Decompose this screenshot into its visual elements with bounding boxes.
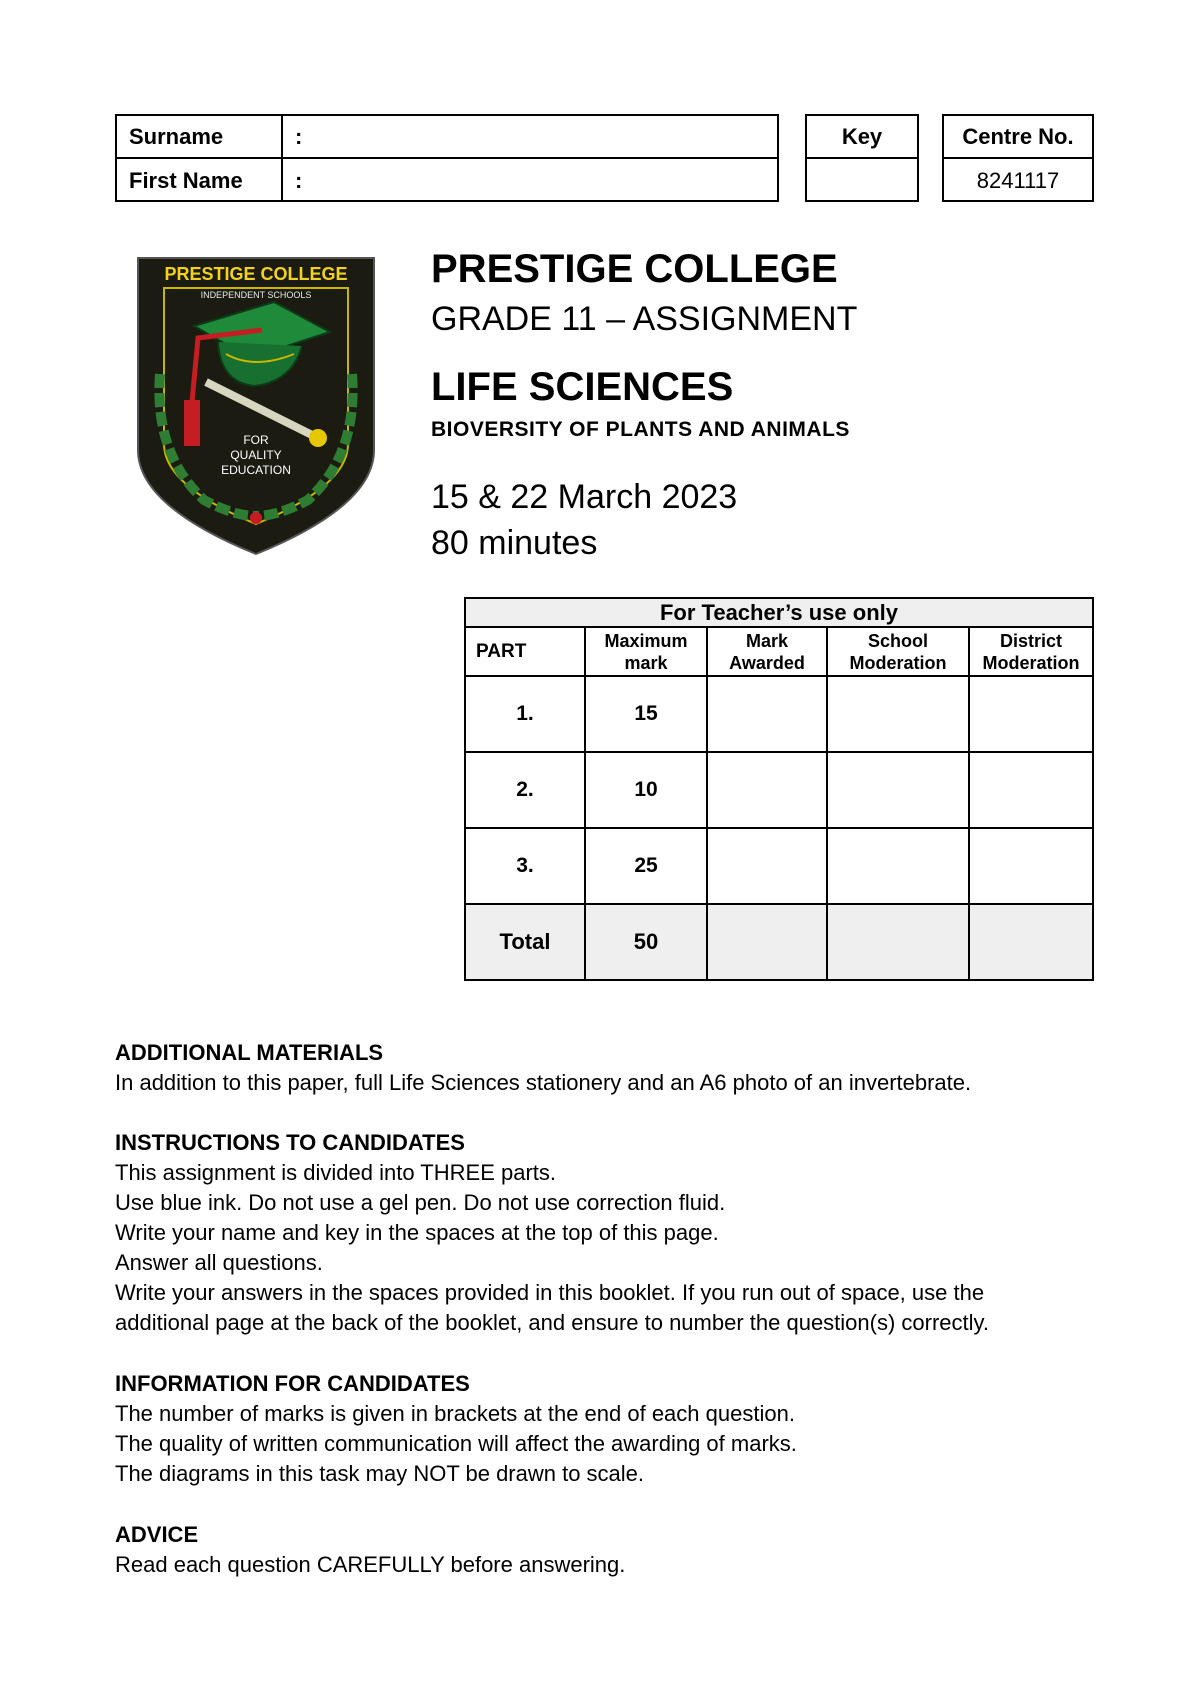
header-district-moderation-line1: District [999, 630, 1062, 651]
part-cell: 3. [465, 828, 585, 904]
section-line: In addition to this paper, full Life Sciences stationery and an A6 photo of an invertebrate. [115, 1070, 972, 1095]
key-field[interactable] [807, 159, 917, 202]
district-moderation-cell[interactable] [969, 828, 1093, 904]
instructions-section [115, 1128, 1105, 1338]
header-mark-awarded [707, 627, 827, 676]
header-school-moderation-line1: School [867, 630, 928, 651]
svg-text:EDUCATION: EDUCATION [221, 463, 291, 477]
svg-text:INDEPENDENT SCHOOLS: INDEPENDENT SCHOOLS [200, 290, 312, 300]
section-line: Read each question CAREFULLY before answering. [115, 1552, 626, 1577]
svg-text:QUALITY: QUALITY [230, 448, 282, 462]
table-header-row [465, 627, 1093, 676]
section-line: The quality of written communication will affect the awarding of marks. [115, 1431, 797, 1456]
section-line: Answer all questions. [115, 1250, 323, 1275]
section-heading: INSTRUCTIONS TO CANDIDATES [115, 1130, 465, 1155]
mark-awarded-cell[interactable] [707, 828, 827, 904]
first-name-field[interactable]: : [295, 167, 303, 193]
max-mark-cell: 10 [585, 752, 707, 828]
header-school-moderation [827, 627, 969, 676]
section-line: Write your answers in the spaces provided in this booklet. If you run out of space, use the [115, 1280, 985, 1305]
header-maximum-mark-line1: Maximum [604, 630, 688, 651]
assignment-date: 15 & 22 March 2023 [431, 478, 738, 516]
key-box [805, 114, 919, 202]
section-heading: ADVICE [115, 1522, 199, 1547]
school-moderation-cell[interactable] [827, 828, 969, 904]
first-name-row [117, 159, 777, 202]
header-district-moderation-line2: Moderation [982, 652, 1080, 673]
topic-subtitle: BIOVERSITY OF PLANTS AND ANIMALS [431, 418, 850, 441]
centre-number-label: Centre No. [944, 116, 1092, 159]
district-moderation-cell[interactable] [969, 752, 1093, 828]
header-maximum-mark-line2: mark [624, 652, 668, 673]
total-district-moderation-cell[interactable] [969, 904, 1093, 980]
header-mark-awarded-line1: Mark [745, 630, 789, 651]
max-mark-cell: 15 [585, 676, 707, 752]
assignment-duration: 80 minutes [431, 524, 598, 562]
information-section [115, 1369, 1105, 1489]
surname-field[interactable]: : [295, 123, 303, 149]
table-caption-row [465, 598, 1093, 627]
section-heading: INFORMATION FOR CANDIDATES [115, 1371, 470, 1396]
surname-row [117, 116, 777, 159]
surname-label: Surname [117, 116, 283, 157]
college-title: PRESTIGE COLLEGE [431, 247, 838, 291]
table-row [465, 676, 1093, 752]
mark-awarded-cell[interactable] [707, 752, 827, 828]
section-heading: ADDITIONAL MATERIALS [115, 1040, 384, 1065]
total-max-mark: 50 [585, 904, 707, 980]
header-district-moderation [969, 627, 1093, 676]
header-mark-awarded-line2: Awarded [729, 652, 805, 673]
header-school-moderation-line2: Moderation [849, 652, 947, 673]
key-label: Key [807, 116, 917, 159]
district-moderation-cell[interactable] [969, 676, 1093, 752]
part-cell: 1. [465, 676, 585, 752]
total-row [465, 904, 1093, 980]
first-name-label: First Name [117, 159, 283, 202]
total-label: Total [465, 904, 585, 980]
total-school-moderation-cell[interactable] [827, 904, 969, 980]
additional-materials-section [115, 1038, 1105, 1098]
table-row [465, 828, 1093, 904]
advice-section [115, 1520, 1105, 1580]
section-line: Use blue ink. Do not use a gel pen. Do not use correction fluid. [115, 1190, 726, 1215]
section-line: This assignment is divided into THREE parts. [115, 1160, 556, 1185]
section-line: The diagrams in this task may NOT be drawn to scale. [115, 1461, 645, 1486]
candidate-name-box [115, 114, 779, 202]
section-line: Write your name and key in the spaces at the top of this page. [115, 1220, 719, 1245]
section-line: additional page at the back of the booklet, and ensure to number the question(s) correctly. [115, 1310, 990, 1335]
table-row [465, 752, 1093, 828]
svg-text:FOR: FOR [243, 433, 269, 447]
part-cell: 2. [465, 752, 585, 828]
svg-text:PRESTIGE COLLEGE: PRESTIGE COLLEGE [164, 264, 348, 284]
school-crest-icon [134, 254, 378, 558]
header-part: PART [465, 627, 585, 676]
mark-awarded-cell[interactable] [707, 676, 827, 752]
max-mark-cell: 25 [585, 828, 707, 904]
school-moderation-cell[interactable] [827, 676, 969, 752]
subject-title: LIFE SCIENCES [431, 365, 734, 409]
table-caption: For Teacher’s use only [465, 598, 1093, 627]
school-moderation-cell[interactable] [827, 752, 969, 828]
teacher-marks-table [464, 597, 1094, 981]
header-maximum-mark [585, 627, 707, 676]
centre-number-box [942, 114, 1094, 202]
section-line: The number of marks is given in brackets at the end of each question. [115, 1401, 795, 1426]
centre-number-value: 8241117 [976, 167, 1060, 193]
total-mark-awarded-cell[interactable] [707, 904, 827, 980]
grade-assignment-title: GRADE 11 – ASSIGNMENT [431, 300, 858, 338]
